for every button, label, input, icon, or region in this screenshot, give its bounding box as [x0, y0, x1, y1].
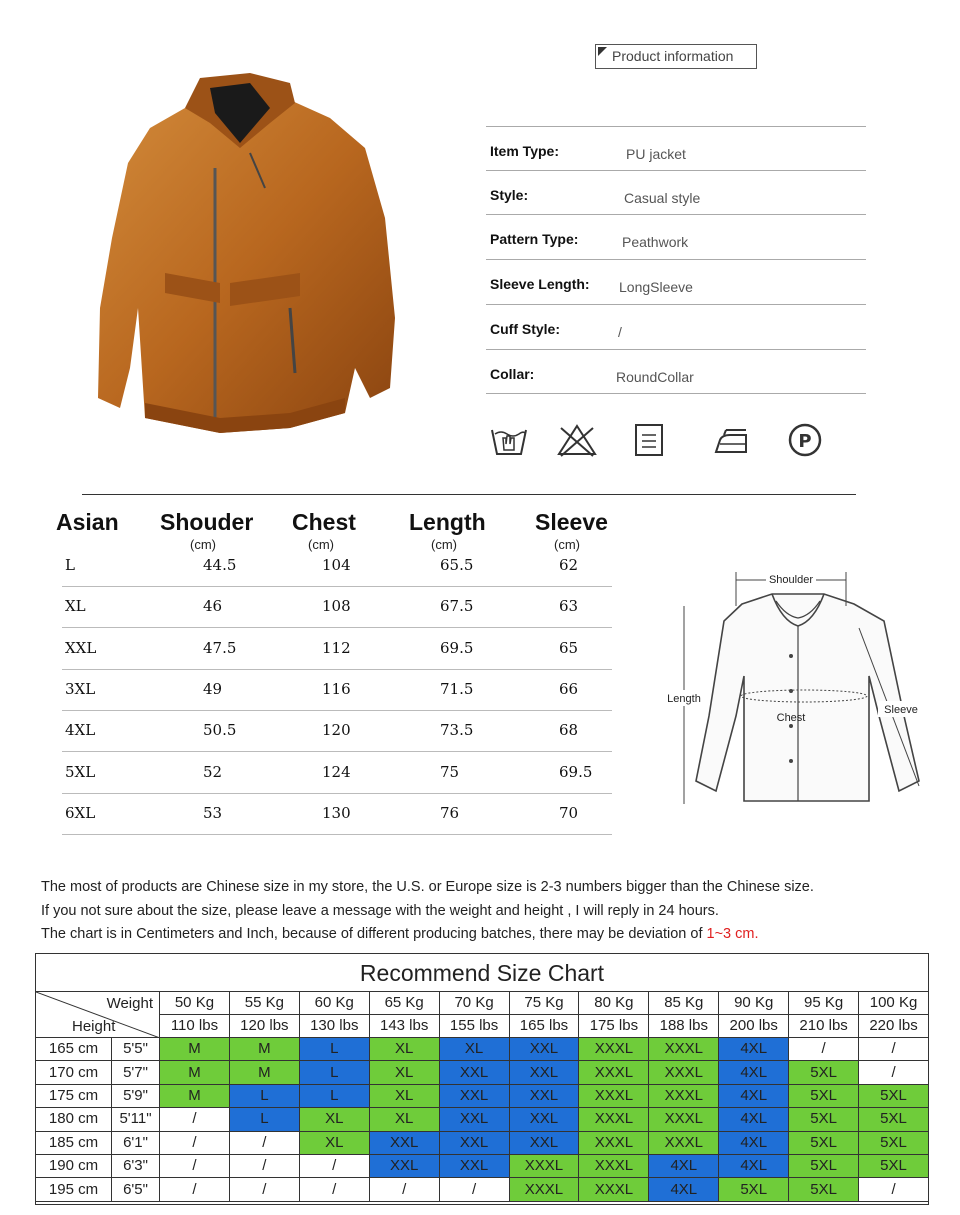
- note-deviation: 1~3 cm.: [706, 926, 759, 942]
- size-cell: 5XL: [789, 1084, 859, 1107]
- table-cell: 66: [559, 679, 579, 698]
- table-cell: 76: [440, 803, 460, 822]
- weight-lbs-row: [36, 1015, 929, 1038]
- table-cell: 112: [322, 638, 351, 657]
- table-cell: 44.5: [203, 556, 237, 574]
- size-cell: 5XL: [859, 1108, 929, 1131]
- info-label: Collar:: [490, 366, 535, 382]
- table-cell: 69.5: [559, 762, 593, 781]
- sleeve-label: Sleeve: [884, 704, 918, 716]
- size-cell: XXXL: [579, 1154, 649, 1177]
- table-cell: 6XL: [65, 803, 96, 822]
- weight-lbs-cell: 220 lbs: [859, 1015, 929, 1038]
- column-header-sleeve: Sleeve: [535, 509, 608, 535]
- note-line-3-text: The chart is in Centimeters and Inch, because of different producing batches, there may be deviation of: [41, 926, 707, 942]
- size-cell: L: [229, 1084, 299, 1107]
- height-cm-cell: 175 cm: [36, 1084, 112, 1107]
- iron-icon: [712, 422, 752, 458]
- shoulder-label: Shoulder: [768, 574, 814, 586]
- size-cell: 4XL: [649, 1178, 719, 1201]
- weight-lbs-cell: 200 lbs: [719, 1015, 789, 1038]
- size-cell: 4XL: [719, 1131, 789, 1154]
- size-cell: M: [160, 1084, 230, 1107]
- size-cell: XL: [369, 1108, 439, 1131]
- size-cell: XXXL: [649, 1084, 719, 1107]
- size-cell: XXXL: [509, 1178, 579, 1201]
- info-row-style: [486, 170, 866, 214]
- table-cell: 116: [322, 679, 351, 698]
- weight-kg-row: [36, 992, 929, 1015]
- weight-lbs-cell: 110 lbs: [160, 1015, 230, 1038]
- no-bleach-icon: [557, 422, 597, 458]
- weight-kg-cell: 90 Kg: [719, 992, 789, 1015]
- size-cell: XXL: [509, 1084, 579, 1107]
- size-cell: 5XL: [789, 1178, 859, 1201]
- size-cell: XXL: [509, 1131, 579, 1154]
- table-cell: 49: [203, 679, 223, 698]
- jacket-photo: [90, 68, 425, 438]
- table-row: [62, 753, 612, 794]
- size-cell: XL: [369, 1038, 439, 1061]
- info-value: Peathwork: [622, 234, 689, 250]
- weight-label: Weight: [106, 995, 153, 1012]
- weight-kg-cell: 60 Kg: [299, 992, 369, 1015]
- height-row: [36, 1178, 929, 1201]
- size-cell: 5XL: [859, 1084, 929, 1107]
- weight-lbs-cell: 143 lbs: [369, 1015, 439, 1038]
- info-row-pattern-type: [486, 214, 866, 258]
- table-cell: 52: [203, 762, 223, 781]
- info-value: Casual style: [624, 190, 701, 206]
- size-cell: XL: [369, 1084, 439, 1107]
- weight-lbs-cell: 120 lbs: [229, 1015, 299, 1038]
- size-cell: /: [160, 1154, 230, 1177]
- size-cell: 5XL: [789, 1154, 859, 1177]
- weight-kg-cell: 75 Kg: [509, 992, 579, 1015]
- table-cell: 5XL: [65, 762, 96, 781]
- measurement-diagram: [664, 566, 929, 811]
- height-cm-cell: 190 cm: [36, 1154, 112, 1177]
- table-cell: 71.5: [440, 679, 474, 698]
- corner-triangle-icon: [598, 47, 607, 56]
- table-row: [62, 629, 612, 670]
- weight-lbs-cell: 210 lbs: [789, 1015, 859, 1038]
- size-cell: 5XL: [789, 1108, 859, 1131]
- table-cell: 4XL: [65, 721, 96, 740]
- height-ft-cell: 6'3": [112, 1154, 160, 1177]
- column-header-chest: Chest: [292, 509, 356, 535]
- table-cell: 120: [322, 721, 351, 740]
- table-cell: 50.5: [203, 721, 237, 740]
- table-cell: 65.5: [440, 556, 474, 574]
- size-cell: /: [160, 1131, 230, 1154]
- height-ft-cell: 6'5": [112, 1178, 160, 1201]
- note-line-3: [41, 926, 759, 942]
- weight-kg-cell: 80 Kg: [579, 992, 649, 1015]
- size-cell: 4XL: [719, 1154, 789, 1177]
- size-cell: /: [789, 1038, 859, 1061]
- size-cell: 5XL: [719, 1178, 789, 1201]
- table-row: [62, 711, 612, 752]
- size-cell: XXXL: [579, 1061, 649, 1084]
- table-cell: 70: [559, 803, 579, 822]
- weight-height-corner: [36, 992, 160, 1038]
- dry-clean-icon: [785, 422, 825, 458]
- recommend-chart-title: Recommend Size Chart: [359, 960, 605, 986]
- table-cell: 3XL: [65, 679, 96, 698]
- column-header-shoulder: Shouder: [160, 509, 254, 535]
- size-cell: 5XL: [789, 1061, 859, 1084]
- info-label: Item Type:: [490, 143, 559, 159]
- weight-lbs-cell: 165 lbs: [509, 1015, 579, 1038]
- table-cell: L: [65, 556, 75, 574]
- size-cell: /: [299, 1178, 369, 1201]
- size-cell: XXL: [369, 1154, 439, 1177]
- table-cell: 63: [559, 597, 579, 616]
- size-cell: L: [299, 1038, 369, 1061]
- size-cell: XXL: [509, 1061, 579, 1084]
- table-cell: 73.5: [440, 721, 474, 740]
- weight-kg-cell: 85 Kg: [649, 992, 719, 1015]
- table-cell: 108: [322, 597, 351, 616]
- size-cell: /: [160, 1108, 230, 1131]
- table-cell: 130: [322, 803, 351, 822]
- weight-lbs-cell: 188 lbs: [649, 1015, 719, 1038]
- unit-label: (cm): [190, 537, 216, 552]
- svg-text:P: P: [798, 431, 812, 452]
- note-line-2: If you not sure about the size, please leave a message with the weight and height , I will reply in 24 hours.: [41, 903, 719, 919]
- height-cm-cell: 170 cm: [36, 1061, 112, 1084]
- height-row: [36, 1108, 929, 1131]
- table-cell: 69.5: [440, 638, 474, 657]
- size-cell: L: [299, 1061, 369, 1084]
- info-label: Cuff Style:: [490, 321, 560, 337]
- height-cm-cell: 185 cm: [36, 1131, 112, 1154]
- recommend-size-table: [35, 991, 929, 1202]
- unit-label: (cm): [554, 537, 580, 552]
- size-cell: /: [439, 1178, 509, 1201]
- weight-lbs-cell: 175 lbs: [579, 1015, 649, 1038]
- weight-kg-cell: 70 Kg: [439, 992, 509, 1015]
- height-ft-cell: 5'7": [112, 1061, 160, 1084]
- height-cm-cell: 195 cm: [36, 1178, 112, 1201]
- size-cell: XXXL: [579, 1108, 649, 1131]
- chest-label: Chest: [776, 712, 806, 724]
- height-row: [36, 1084, 929, 1107]
- table-row: [62, 546, 612, 587]
- table-cell: 75: [440, 762, 460, 781]
- size-cell: 4XL: [719, 1108, 789, 1131]
- height-row: [36, 1154, 929, 1177]
- weight-kg-cell: 100 Kg: [859, 992, 929, 1015]
- table-cell: 68: [559, 721, 579, 740]
- product-information-label: Product information: [612, 48, 734, 64]
- size-cell: XL: [299, 1108, 369, 1131]
- table-cell: XL: [65, 597, 86, 616]
- info-divider: [486, 393, 866, 394]
- height-label: Height: [72, 1018, 116, 1035]
- size-cell: L: [299, 1084, 369, 1107]
- size-cell: /: [160, 1178, 230, 1201]
- info-row-collar: [486, 349, 866, 393]
- unit-label: (cm): [431, 537, 457, 552]
- table-cell: 53: [203, 803, 223, 822]
- size-cell: XXL: [509, 1038, 579, 1061]
- size-cell: /: [859, 1061, 929, 1084]
- size-cell: XXXL: [579, 1084, 649, 1107]
- table-row: [62, 587, 612, 628]
- info-row-item-type: [486, 126, 866, 170]
- size-cell: XXL: [439, 1108, 509, 1131]
- note-line-1: The most of products are Chinese size in my store, the U.S. or Europe size is 2-3 numbers bigger than the Chinese size.: [41, 879, 814, 895]
- weight-lbs-cell: 155 lbs: [439, 1015, 509, 1038]
- info-value: RoundCollar: [616, 369, 694, 385]
- column-header-asian: Asian: [56, 509, 119, 535]
- height-cm-cell: 165 cm: [36, 1038, 112, 1061]
- table-cell: 65: [559, 638, 579, 657]
- weight-kg-cell: 65 Kg: [369, 992, 439, 1015]
- size-cell: 4XL: [719, 1038, 789, 1061]
- height-ft-cell: 5'11": [112, 1108, 160, 1131]
- size-cell: L: [229, 1108, 299, 1131]
- table-cell: 67.5: [440, 597, 474, 616]
- height-row: [36, 1038, 929, 1061]
- size-cell: 5XL: [859, 1154, 929, 1177]
- info-value: LongSleeve: [619, 279, 693, 295]
- product-information-tag: [595, 44, 757, 69]
- size-cell: 5XL: [789, 1131, 859, 1154]
- height-cm-cell: 180 cm: [36, 1108, 112, 1131]
- size-cell: XL: [369, 1061, 439, 1084]
- size-cell: XXL: [439, 1154, 509, 1177]
- table-top-rule: [82, 494, 856, 495]
- size-cell: XXXL: [649, 1038, 719, 1061]
- weight-kg-cell: 50 Kg: [160, 992, 230, 1015]
- info-row-sleeve-length: [486, 259, 866, 303]
- size-cell: 4XL: [719, 1061, 789, 1084]
- table-cell: 104: [322, 556, 351, 574]
- height-ft-cell: 6'1": [112, 1131, 160, 1154]
- height-ft-cell: 5'5": [112, 1038, 160, 1061]
- column-header-length: Length: [409, 509, 486, 535]
- weight-kg-cell: 55 Kg: [229, 992, 299, 1015]
- size-cell: XXXL: [649, 1108, 719, 1131]
- weight-lbs-cell: 130 lbs: [299, 1015, 369, 1038]
- height-row: [36, 1131, 929, 1154]
- size-cell: XXXL: [649, 1061, 719, 1084]
- size-cell: XXXL: [649, 1131, 719, 1154]
- size-cell: XXL: [439, 1061, 509, 1084]
- table-cell: 62: [559, 556, 579, 574]
- size-cell: 5XL: [859, 1131, 929, 1154]
- size-cell: M: [229, 1061, 299, 1084]
- hand-wash-icon: [489, 422, 529, 458]
- size-cell: XXL: [509, 1108, 579, 1131]
- table-row: [62, 670, 612, 711]
- size-cell: XXXL: [579, 1038, 649, 1061]
- info-value: /: [618, 324, 622, 340]
- size-cell: XL: [439, 1038, 509, 1061]
- size-cell: XXL: [439, 1084, 509, 1107]
- table-cell: XXL: [65, 638, 97, 657]
- info-value: PU jacket: [626, 146, 686, 162]
- size-cell: XXL: [369, 1131, 439, 1154]
- size-cell: /: [229, 1131, 299, 1154]
- unit-label: (cm): [308, 537, 334, 552]
- size-cell: XXXL: [579, 1131, 649, 1154]
- table-row: [62, 794, 612, 835]
- height-row: [36, 1061, 929, 1084]
- size-cell: /: [859, 1038, 929, 1061]
- info-label: Pattern Type:: [490, 231, 579, 247]
- table-cell: 124: [322, 762, 351, 781]
- tumble-dry-icon: [630, 422, 670, 458]
- size-cell: XXXL: [579, 1178, 649, 1201]
- size-cell: /: [369, 1178, 439, 1201]
- size-cell: /: [859, 1178, 929, 1201]
- height-ft-cell: 5'9": [112, 1084, 160, 1107]
- info-row-cuff-style: [486, 304, 866, 348]
- table-cell: 47.5: [203, 638, 237, 657]
- size-cell: 4XL: [649, 1154, 719, 1177]
- size-cell: XL: [299, 1131, 369, 1154]
- size-cell: XXXL: [509, 1154, 579, 1177]
- info-label: Style:: [490, 187, 529, 203]
- weight-kg-cell: 95 Kg: [789, 992, 859, 1015]
- size-cell: M: [229, 1038, 299, 1061]
- table-cell: 46: [203, 597, 223, 616]
- size-cell: 4XL: [719, 1084, 789, 1107]
- size-cell: XXL: [439, 1131, 509, 1154]
- size-cell: M: [160, 1061, 230, 1084]
- size-cell: /: [229, 1178, 299, 1201]
- length-label: Length: [667, 693, 701, 705]
- size-cell: M: [160, 1038, 230, 1061]
- size-cell: /: [229, 1154, 299, 1177]
- size-cell: /: [299, 1154, 369, 1177]
- info-label: Sleeve Length:: [490, 276, 590, 292]
